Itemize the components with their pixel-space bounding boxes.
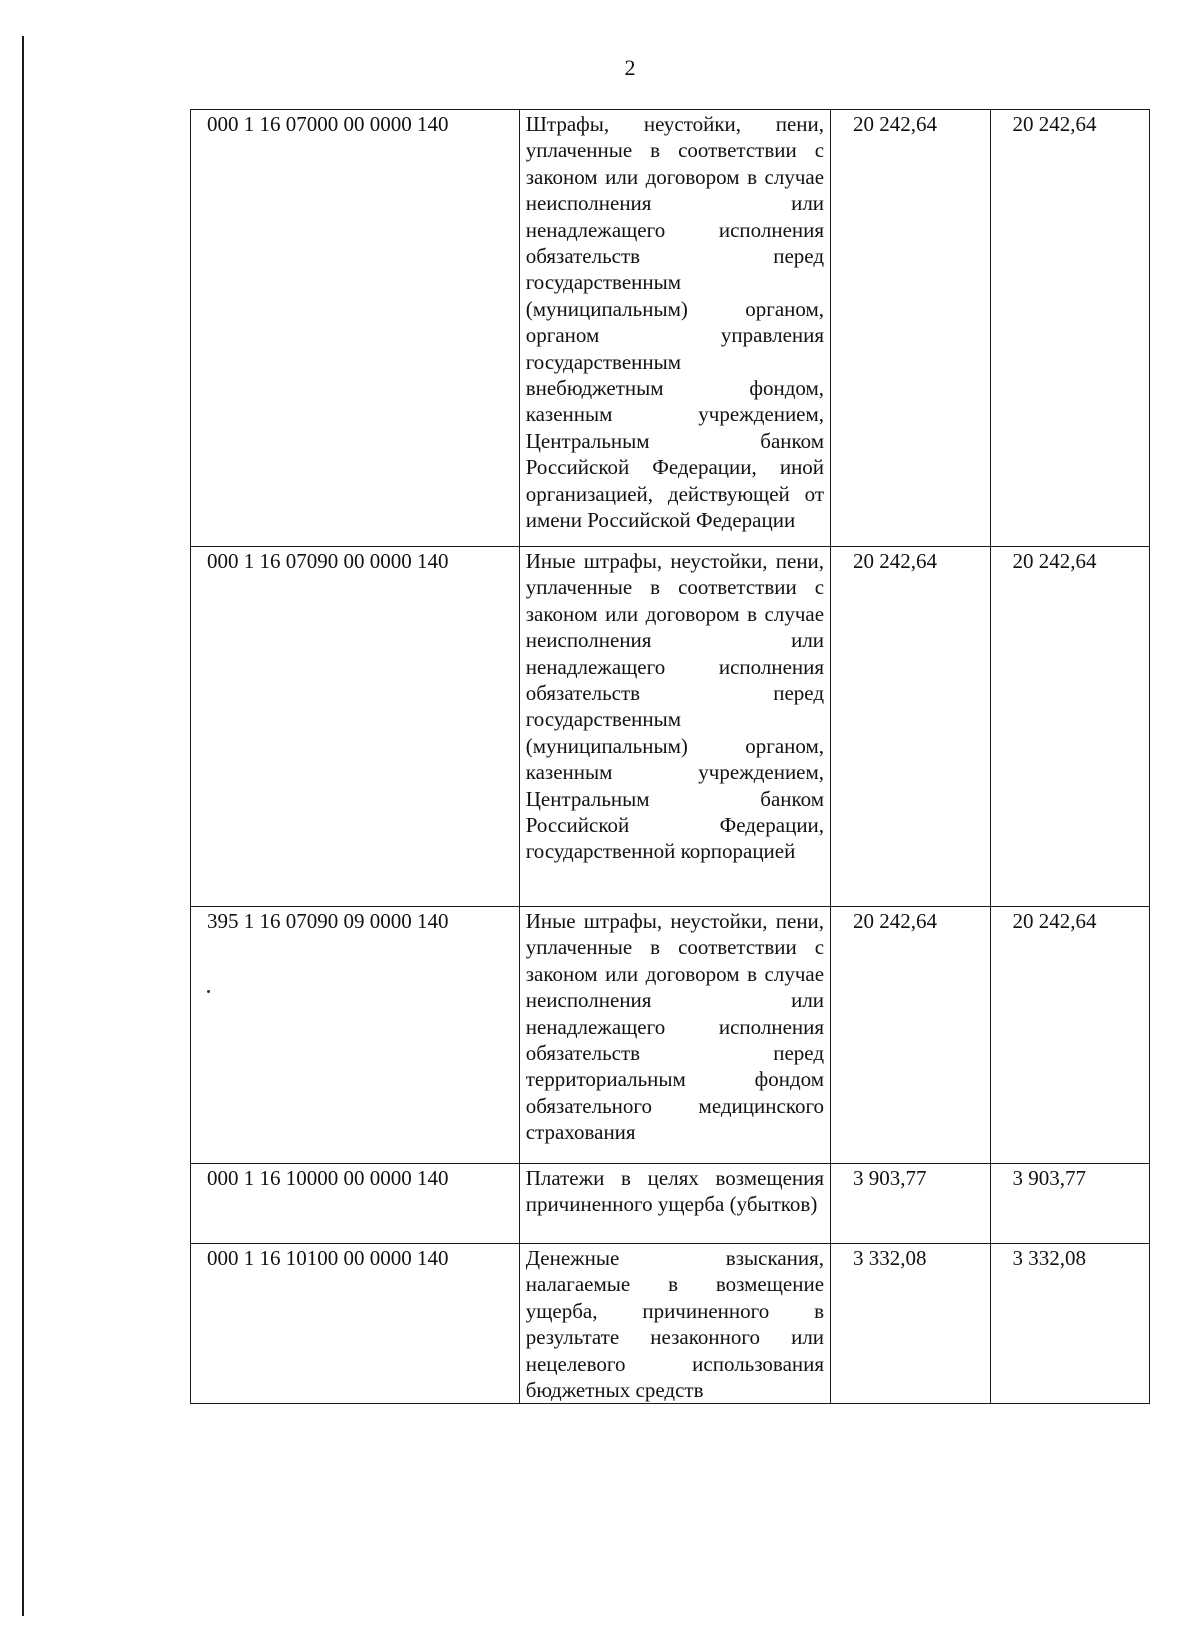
amount-cell-1: 20 242,64 bbox=[831, 547, 990, 907]
amount-cell-1: 20 242,64 bbox=[831, 110, 990, 547]
table-row bbox=[191, 907, 1150, 1164]
scan-edge-line bbox=[22, 36, 24, 1616]
amount-cell-1: 20 242,64 bbox=[831, 907, 990, 1164]
amount-cell-2: 3 332,08 bbox=[990, 1244, 1149, 1404]
description-cell: Иные штрафы, неустойки, пени, уплаченные в соответствии с законом или договором в случае неисполнения или ненадлежащего исполнения обязательств перед государственным (муниципальным) органом, казенным учреждением, Центральным банком Российской Федерации, государственной корпорацией bbox=[519, 547, 830, 907]
budget-code-cell: 395 1 16 07090 09 0000 140 bbox=[191, 907, 520, 1164]
table-row bbox=[191, 110, 1150, 547]
amount-cell-2: 3 903,77 bbox=[990, 1164, 1149, 1244]
description-cell: Штрафы, неустойки, пени, уплаченные в соответствии с законом или договором в случае неисполнения или ненадлежащего исполнения обязательств перед государственным (муниципальным) органом, органом управления государственным внебюджетным фондом, казенным учреждением, Центральным банком Российской Федерации, иной организацией, действующей от имени Российской Федерации bbox=[519, 110, 830, 547]
budget-code-cell: 000 1 16 10000 00 0000 140 bbox=[191, 1164, 520, 1244]
scan-speck bbox=[207, 990, 210, 993]
table-row bbox=[191, 1244, 1150, 1404]
table-row bbox=[191, 547, 1150, 907]
amount-cell-1: 3 332,08 bbox=[831, 1244, 990, 1404]
revenue-table bbox=[190, 109, 1150, 1404]
page-number: 2 bbox=[624, 55, 636, 80]
amount-cell-1: 3 903,77 bbox=[831, 1164, 990, 1244]
description-cell: Денежные взыскания, налагаемые в возмещение ущерба, причиненного в результате незаконного или нецелевого использования бюджетных средств bbox=[519, 1244, 830, 1404]
amount-cell-2: 20 242,64 bbox=[990, 547, 1149, 907]
description-cell: Иные штрафы, неустойки, пени, уплаченные в соответствии с законом или договором в случае неисполнения или ненадлежащего исполнения обязательств перед территориальным фондом обязательного медицинского страхования bbox=[519, 907, 830, 1164]
budget-code-cell: 000 1 16 10100 00 0000 140 bbox=[191, 1244, 520, 1404]
amount-cell-2: 20 242,64 bbox=[990, 907, 1149, 1164]
table-row bbox=[191, 1164, 1150, 1244]
budget-code-cell: 000 1 16 07090 00 0000 140 bbox=[191, 547, 520, 907]
amount-cell-2: 20 242,64 bbox=[990, 110, 1149, 547]
description-cell: Платежи в целях возмещения причиненного ущерба (убытков) bbox=[519, 1164, 830, 1244]
budget-code-cell: 000 1 16 07000 00 0000 140 bbox=[191, 110, 520, 547]
